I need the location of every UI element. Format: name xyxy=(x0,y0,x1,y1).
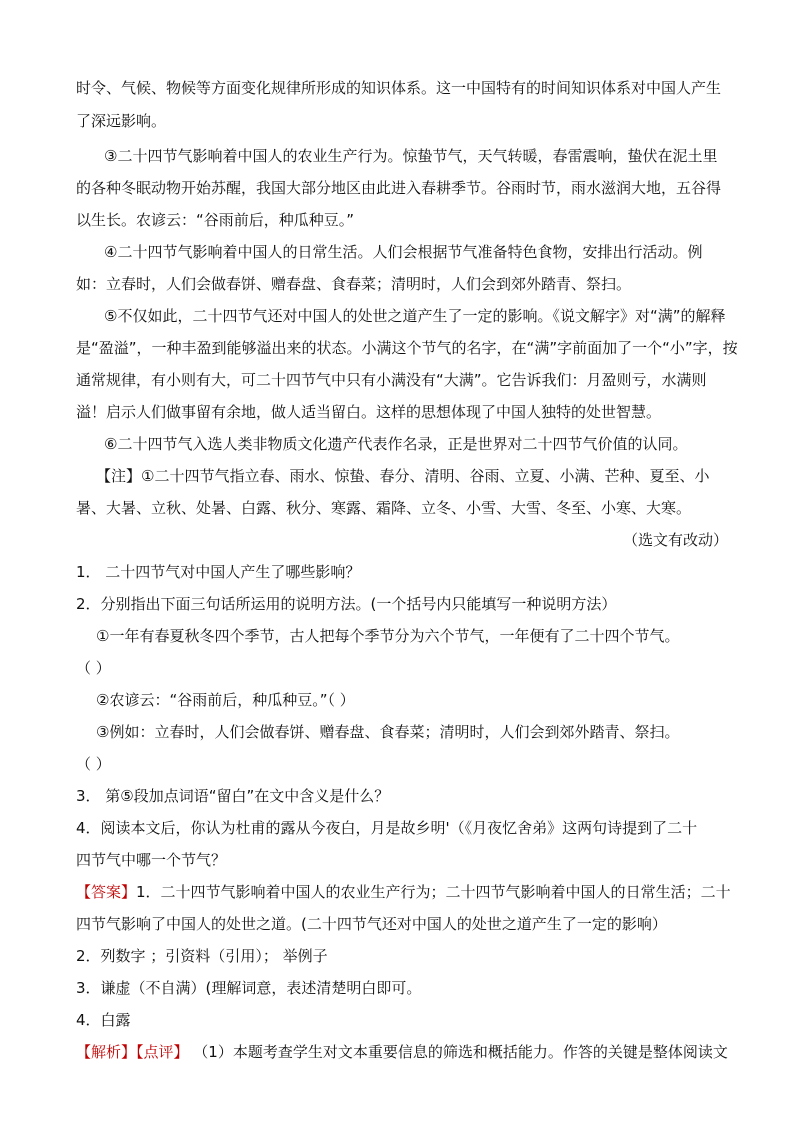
question-1: 1． 二十四节气对中国人产生了哪些影响？ xyxy=(76,563,361,581)
passage-p4-line-1: ④二十四节气影响着中国人的日常生活。人们会根据节气准备特色食物，安排出行活动。例 xyxy=(104,243,703,261)
analysis-text: （1）本题考查学生对文本重要信息的筛选和概括能力。作答的关键是整体阅读文 xyxy=(188,1043,728,1061)
analysis-line xyxy=(76,1042,728,1062)
answer-2: 2．列数字 ；引资料（引用）； 举例子 xyxy=(76,947,328,965)
answer-tag: 【答案】 xyxy=(76,883,137,901)
answer-4: 4．白露 xyxy=(76,1011,131,1029)
passage-p6: ⑥二十四节气入选人类非物质文化遗产代表作名录，正是世界对二十四节气价值的认同。 xyxy=(104,435,688,453)
passage-p3-line-1: ③二十四节气影响着中国人的农业生产行为。惊蛰节气，天气转暖，春雷震响，蛰伏在泥土里 xyxy=(104,147,718,165)
question-2-item-3: ③例如：立春时，人们会做春饼、赠春盘、食春菜；清明时，人们会到郊外踏青、祭扫。 xyxy=(96,723,680,741)
answer-1-text: 1．二十四节气影响着中国人的农业生产行为；二十四节气影响着中国人的日常生活；二十 xyxy=(136,883,731,901)
note-line-1: 【注】①二十四节气指立春、雨水、惊蛰、春分、清明、谷雨、立夏、小满、芒种、夏至、小 xyxy=(96,467,710,485)
passage-p3-line-3: 以生长。农谚云：“谷雨前后，种瓜种豆。” xyxy=(76,211,355,229)
passage-p3-line-2: 的各种冬眠动物开始苏醒，我国大部分地区由此进入春耕季节。谷雨时节，雨水滋润大地，五谷得 xyxy=(76,179,722,197)
note-line-2: 暑、大暑、立秋、处暑、白露、秋分、寒露、霜降、立冬、小雪、大雪、冬至、小寒、大寒。 xyxy=(76,499,692,517)
question-2: 2．分别指出下面三句话所运用的说明方法。(一个括号内只能填写一种说明方法） xyxy=(76,595,617,613)
passage-p5-line-3: 通常规律，有小则有大，可二十四节气中只有小满没有“大满”。它告诉我们：月盈则亏，水满则 xyxy=(76,371,707,389)
question-3: 3． 第⑤段加点词语“留白”在文中含义是什么？ xyxy=(76,787,390,805)
question-2-item-1: ①一年有春夏秋冬四个季节，古人把每个季节分为六个节气，一年便有了二十四个节气。 xyxy=(96,627,680,645)
answer-3: 3．谦虚（不自满）(理解词意，表述清楚明白即可。 xyxy=(76,979,422,997)
passage-p5-line-4: 溢！启示人们做事留有余地，做人适当留白。这样的思想体现了中国人独特的处世智慧。 xyxy=(76,403,662,421)
question-4-line-2: 四节气中哪一个节气？ xyxy=(76,851,227,869)
passage-p1-line-1: 时令、气候、物候等方面变化规律所形成的知识体系。这一中国特有的时间知识体系对中国人产生 xyxy=(76,79,722,97)
question-2-item-3-blank[interactable]: （ ） xyxy=(76,755,111,773)
question-4-line-1: 4．阅读本文后，你认为杜甫的露从今夜白，月是故乡明'（《月夜忆舍弟》这两句诗提到了二十 xyxy=(76,819,698,837)
analysis-tag: 【解析】【点评】 xyxy=(76,1043,189,1061)
question-2-item-2: ②农谚云：“谷雨前后，种瓜种豆。”（ ） xyxy=(96,691,355,709)
passage-p5-line-2: 是“盈溢”，一种丰盈到能够溢出来的状态。小满这个节气的名字，在“满”字前面加了一个“小”字，按 xyxy=(76,339,738,357)
passage-p5-line-1: ⑤不仅如此，二十四节气还对中国人的处世之道产生了一定的影响。《说文解字》对“满”的解释 xyxy=(104,307,726,325)
question-2-item-1-blank[interactable]: （ ） xyxy=(76,659,111,677)
answer-line-1 xyxy=(76,882,731,902)
source-note: （选文有改动） xyxy=(622,531,728,549)
passage-p4-line-2: 如：立春时，人们会做春饼、赠春盘、食春菜；清明时，人们会到郊外踏青、祭扫。 xyxy=(76,275,632,293)
answer-1-line-2: 四节气影响了中国人的处世之道。(二十四节气还对中国人的处世之道产生了一定的影响） xyxy=(76,915,667,933)
passage-p1-line-2: 了深远影响。 xyxy=(76,112,167,130)
